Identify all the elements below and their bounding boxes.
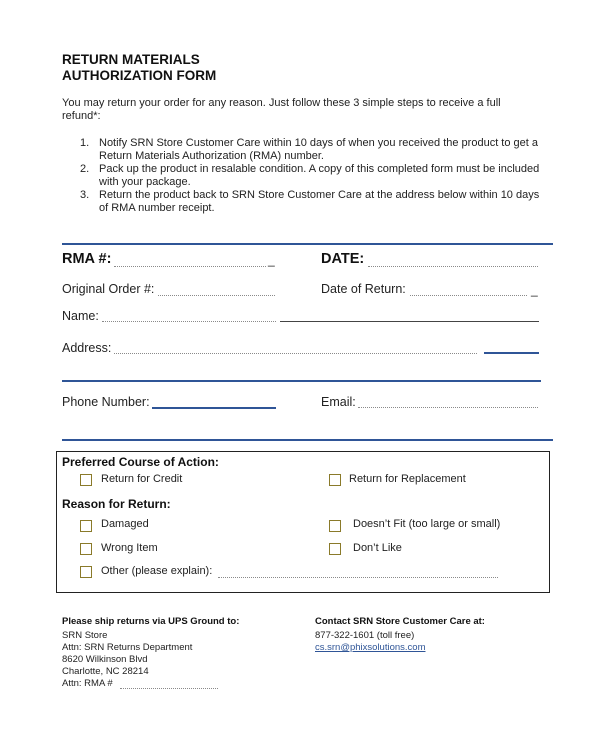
contact-phone: 877-322-1601 (toll free) (315, 630, 415, 641)
step-number: 2. (80, 163, 90, 175)
ship-heading: Please ship returns via UPS Ground to: (62, 616, 240, 627)
form-title-line2: AUTHORIZATION FORM (62, 68, 217, 83)
other-label: Other (please explain): (101, 565, 213, 577)
step-text: Notify SRN Store Customer Care within 10 days of when you received the product to get a Return Materials Authorization (RMA) number. (99, 137, 538, 162)
email-label: Email: (321, 395, 356, 409)
reason-heading: Reason for Return: (62, 497, 171, 511)
name-input-line[interactable] (102, 321, 276, 322)
date-of-return-input-line[interactable] (410, 295, 527, 296)
date-of-return-label: Date of Return: (321, 282, 406, 296)
return-for-credit-checkbox[interactable] (80, 474, 92, 486)
return-for-credit-label: Return for Credit (101, 473, 183, 485)
damaged-label: Damaged (101, 518, 149, 530)
step-text: Pack up the product in resalable condition. A copy of this completed form must be included with your package. (99, 163, 540, 188)
date-input-line[interactable] (368, 266, 538, 267)
step-number: 3. (80, 189, 90, 201)
contact-email-link[interactable]: cs.srn@phixsolutions.com (315, 642, 426, 653)
ship-line: Attn: SRN Returns Department (62, 642, 193, 653)
dont-like-label: Don’t Like (353, 542, 402, 554)
email-input-line[interactable] (358, 407, 538, 408)
ship-line: Charlotte, NC 28214 (62, 666, 149, 677)
ship-line: 8620 Wilkinson Blvd (62, 654, 148, 665)
original-order-input-line[interactable] (158, 295, 275, 296)
doesnt-fit-label: Doesn’t Fit (too large or small) (353, 518, 501, 530)
preferred-action-heading: Preferred Course of Action: (62, 455, 219, 469)
ship-rma-input-line[interactable] (120, 688, 218, 689)
step-item (80, 137, 540, 163)
wrong-item-checkbox[interactable] (80, 543, 92, 555)
wrong-item-label: Wrong Item (101, 542, 158, 554)
steps-list (80, 137, 540, 215)
address-input-underline[interactable] (484, 352, 539, 354)
original-order-label: Original Order #: (62, 282, 155, 296)
address-line-2[interactable] (62, 380, 541, 382)
date-of-return-line-end: _ (531, 283, 538, 297)
ship-line: Attn: RMA # (62, 678, 113, 689)
address-input-line[interactable] (114, 353, 477, 354)
damaged-checkbox[interactable] (80, 520, 92, 532)
contact-heading: Contact SRN Store Customer Care at: (315, 616, 485, 627)
rma-input-line[interactable] (114, 266, 266, 267)
step-number: 1. (80, 137, 90, 149)
phone-input-line[interactable] (152, 407, 276, 409)
form-title-line1: RETURN MATERIALS (62, 52, 200, 67)
return-for-replacement-label: Return for Replacement (349, 473, 466, 485)
doesnt-fit-checkbox[interactable] (329, 520, 341, 532)
address-label: Address: (62, 341, 112, 355)
rma-label: RMA #: (62, 251, 112, 267)
dont-like-checkbox[interactable] (329, 543, 341, 555)
other-explain-input-line[interactable] (218, 577, 498, 578)
section-divider (62, 243, 553, 245)
step-item (80, 189, 540, 215)
other-checkbox[interactable] (80, 566, 92, 578)
step-text: Return the product back to SRN Store Customer Care at the address below within 10 days of RMA number receipt. (99, 189, 540, 214)
date-label: DATE: (321, 251, 365, 267)
ship-line: SRN Store (62, 630, 108, 641)
step-item (80, 163, 540, 189)
return-for-replacement-checkbox[interactable] (329, 474, 341, 486)
name-label: Name: (62, 309, 99, 323)
section-divider (62, 439, 553, 441)
name-input-underline[interactable] (280, 321, 539, 322)
intro-text: You may return your order for any reason. Just follow these 3 simple steps to receive a full refund*: (62, 97, 501, 122)
phone-label: Phone Number: (62, 395, 150, 409)
ship-address (62, 630, 192, 690)
rma-line-end: _ (268, 253, 275, 267)
